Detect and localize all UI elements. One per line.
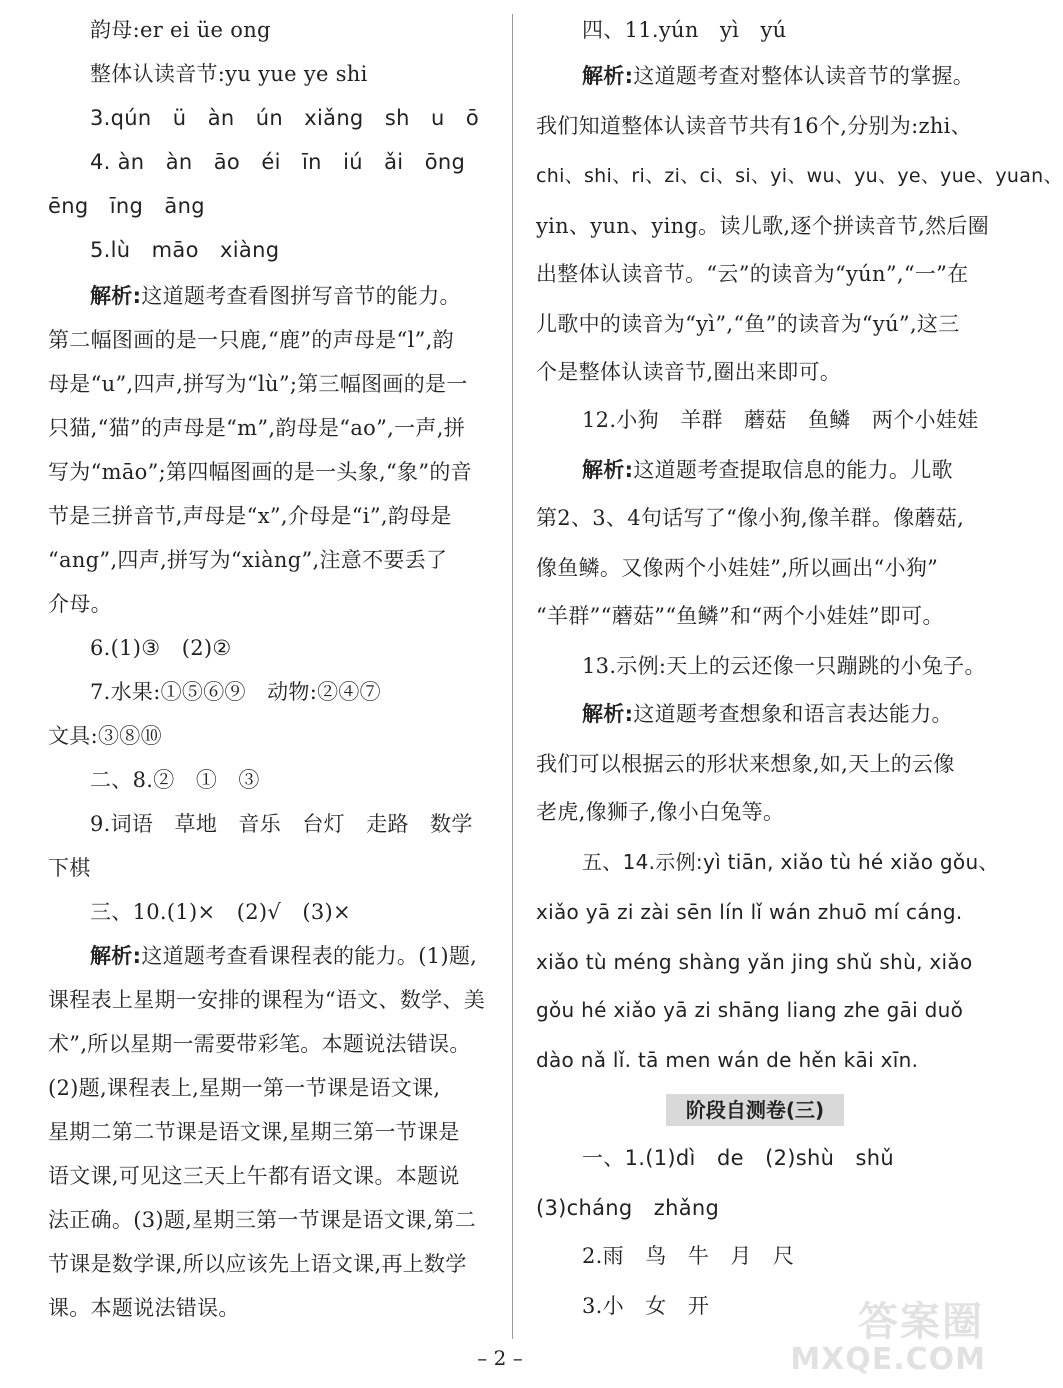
analysis-line [582, 700, 953, 728]
text-line: 7.水果:①⑤⑥⑨ 动物:②④⑦ [90, 680, 381, 704]
text-line: 4. àn àn āo éi īn iú ǎi ōng [90, 150, 466, 174]
analysis-text: 这道题考查对整体认读音节的掌握。 [633, 64, 975, 88]
text-line: yin、yun、ying。读儿歌,逐个拼读音节,然后圈 [536, 214, 990, 238]
text-line: 2.雨 鸟 牛 月 尺 [582, 1244, 795, 1268]
text-line: 3.小 女 开 [582, 1294, 710, 1318]
text-line: chi、shi、ri、zi、ci、si、yi、wu、yu、ye、yue、yuan、 [536, 165, 1063, 187]
text-line: 个是整体认读音节,圈出来即可。 [536, 360, 842, 384]
text-line: 13.示例:天上的云还像一只蹦跳的小兔子。 [582, 654, 986, 678]
text-line: 只猫,“猫”的声母是“m”,韵母是“ao”,一声,拼 [48, 416, 465, 440]
text-line: 课程表上星期一安排的课程为“语文、数学、美 [48, 988, 486, 1012]
text-line: 下棋 [48, 856, 91, 880]
column-divider [512, 14, 513, 1339]
text-line: 整体认读音节:yu yue ye shi [90, 62, 368, 86]
analysis-line [90, 282, 461, 310]
text-line: 介母。 [48, 592, 112, 616]
text-line: 三、10.(1)× (2)√ (3)× [90, 900, 351, 924]
text-line: 法正确。(3)题,星期三第一节课是语文课,第二 [48, 1208, 476, 1232]
text-line: 五、14.示例:yì tiān, xiǎo tù hé xiǎo gǒu、 [582, 850, 999, 874]
analysis-line [582, 62, 974, 90]
text-line: 节课是数学课,所以应该先上语文课,再上数学 [48, 1252, 467, 1276]
text-line: (2)题,课程表上,星期一第一节课是语文课, [48, 1076, 441, 1100]
analysis-text: 这道题考查想象和语言表达能力。 [633, 702, 953, 726]
text-line: 像鱼鳞。又像两个小娃娃”,所以画出“小狗” [536, 556, 939, 580]
text-line: 第2、3、4句话写了“像小狗,像羊群。像蘑菇, [536, 506, 965, 530]
watermark-url: MXQE.COM [790, 1342, 986, 1377]
text-line: 我们知道整体认读音节共有16个,分别为:zhi、 [536, 114, 972, 138]
text-line: (3)cháng zhǎng [536, 1196, 720, 1220]
analysis-label: 解析: [582, 64, 634, 88]
text-line: 3.qún ü àn ún xiǎng sh u ō [90, 106, 480, 130]
text-line: dào nǎ lǐ. tā men wán de hěn kāi xīn. [536, 1048, 919, 1072]
text-line: 儿歌中的读音为“yì”,“鱼”的读音为“yú”,这三 [536, 312, 960, 336]
text-line: 语文课,可见这三天上午都有语文课。本题说 [48, 1164, 460, 1188]
text-line: 一、1.(1)dì de (2)shù shǔ [582, 1146, 894, 1170]
text-line: 韵母:er ei üe ong [90, 18, 271, 42]
text-line: 第二幅图画的是一只鹿,“鹿”的声母是“l”,韵 [48, 328, 454, 352]
text-line: 老虎,像狮子,像小白兔等。 [536, 800, 785, 824]
analysis-label: 解析: [90, 284, 142, 308]
text-line: ēng īng āng [48, 194, 205, 218]
analysis-label: 解析: [582, 458, 634, 482]
text-line: 我们可以根据云的形状来想象,如,天上的云像 [536, 752, 955, 776]
text-line: “ang”,四声,拼写为“xiàng”,注意不要丢了 [48, 548, 448, 572]
text-line: 二、8.② ① ③ [90, 768, 260, 792]
analysis-label: 解析: [582, 702, 634, 726]
analysis-line [582, 456, 953, 484]
text-line: gǒu hé xiǎo yā zi shāng liang zhe gāi duǒ [536, 998, 964, 1022]
analysis-text: 这道题考查看课程表的能力。(1)题, [141, 944, 478, 968]
text-line: 星期二第二节课是语文课,星期三第一节课是 [48, 1120, 460, 1144]
text-line: 出整体认读音节。“云”的读音为“yún”,“一”在 [536, 262, 969, 286]
text-line: 节是三拼音节,声母是“x”,介母是“i”,韵母是 [48, 504, 452, 528]
text-line: 课。本题说法错误。 [48, 1296, 240, 1320]
text-line: 文具:③⑧⑩ [48, 724, 162, 748]
text-line: xiǎo yā zi zài sēn lín lǐ wán zhuō mí cáng. [536, 900, 963, 924]
analysis-text: 这道题考查看图拼写音节的能力。 [141, 284, 461, 308]
text-line: 6.(1)③ (2)② [90, 636, 232, 660]
analysis-line [90, 942, 477, 970]
text-line: 母是“u”,四声,拼写为“lù”;第三幅图画的是一 [48, 372, 468, 396]
watermark-text: 答案圈 [858, 1299, 984, 1345]
text-line: 四、11.yún yì yú [582, 18, 787, 42]
text-line: 5.lù māo xiàng [90, 238, 280, 262]
watermark-logo [790, 1290, 994, 1386]
page-number: – 2 – [477, 1346, 523, 1370]
text-line: 术”,所以星期一需要带彩笔。本题说法错误。 [48, 1032, 471, 1056]
text-line: 12.小狗 羊群 蘑菇 鱼鳞 两个小娃娃 [582, 408, 979, 432]
analysis-text: 这道题考查提取信息的能力。儿歌 [633, 458, 953, 482]
text-line: xiǎo tù méng shàng yǎn jing shǔ shù, xiǎo [536, 950, 973, 974]
text-line: 9.词语 草地 音乐 台灯 走路 数学 [90, 812, 473, 836]
analysis-label: 解析: [90, 944, 142, 968]
text-line: 写为“māo”;第四幅图画的是一头象,“象”的音 [48, 460, 472, 484]
text-line: “羊群”“蘑菇”“鱼鳞”和“两个小娃娃”即可。 [536, 604, 944, 628]
section-header: 阶段自测卷(三) [666, 1094, 844, 1126]
